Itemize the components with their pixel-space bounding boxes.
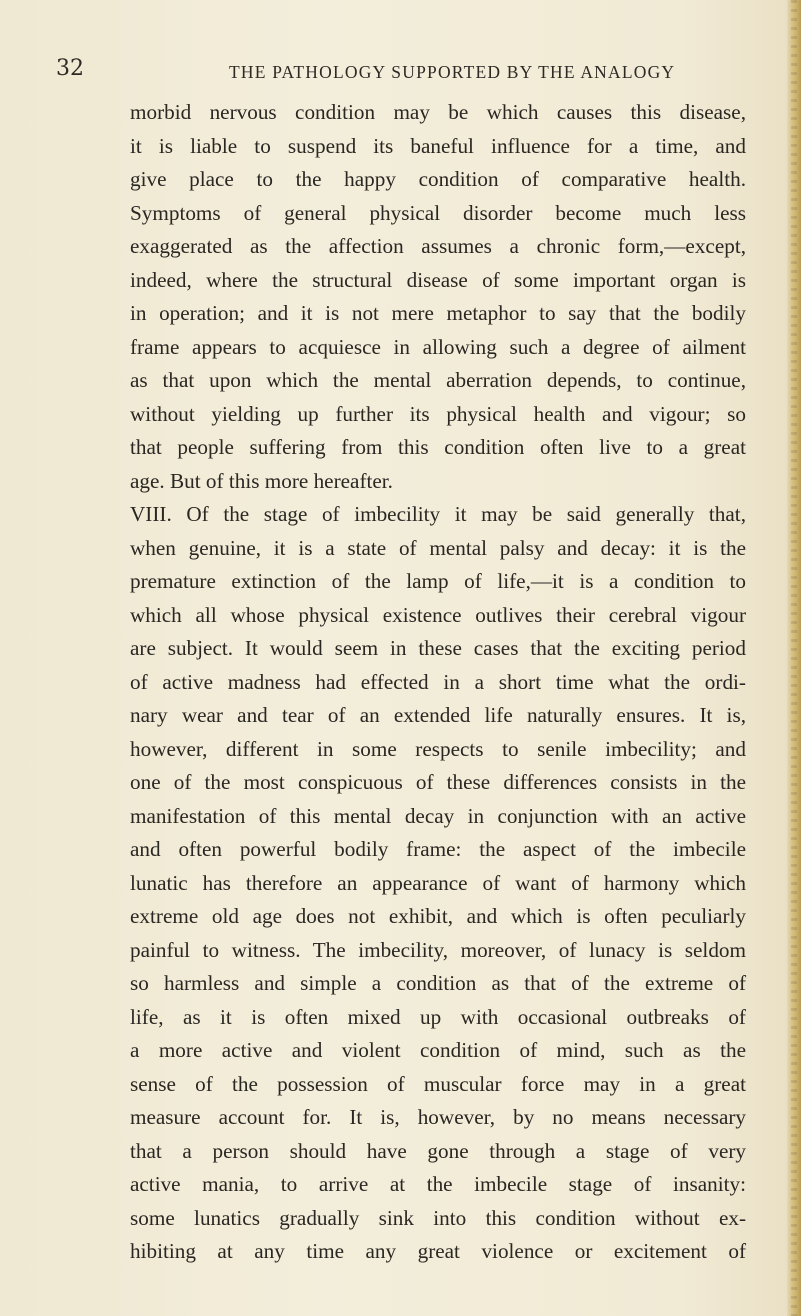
text-line: premature extinction of the lamp of life,—it is a condition to: [130, 569, 746, 593]
text-line: painful to witness. The imbecility, moreover, of lunacy is seldom: [130, 937, 746, 962]
text-line: lunatic has therefore an appearance of want of harmony which: [130, 870, 746, 895]
text-line: active mania, to arrive at the imbecile stage of insanity:: [130, 1172, 746, 1196]
text-line: frame appears to acquiesce in allowing such a degree of ailment: [130, 334, 746, 359]
text-line: in operation; and it is not mere metaphor to say that the bodily: [130, 301, 746, 325]
text-line: measure account for. It is, however, by no means necessary: [130, 1105, 746, 1129]
text-line: which all whose physical existence outlives their cerebral vigour: [130, 602, 746, 627]
text-line: give place to the happy condition of comparative health.: [130, 167, 746, 191]
text-line: one of the most conspicuous of these differences consists in the: [130, 770, 746, 794]
page-header: [56, 56, 746, 90]
text-line: that people suffering from this condition often live to a great: [130, 435, 746, 459]
page-edge-texture: [791, 0, 797, 1316]
text-line: indeed, where the structural disease of some important organ is: [130, 267, 746, 292]
text-line: manifestation of this mental decay in conjunction with an active: [130, 803, 746, 828]
text-line: extreme old age does not exhibit, and which is often peculiarly: [130, 904, 746, 928]
text-line: so harmless and simple a condition as that of the extreme of: [130, 971, 746, 995]
page-edge: [787, 0, 801, 1316]
text-line: it is liable to suspend its baneful influence for a time, and: [130, 133, 746, 158]
text-line: without yielding up further its physical health and vigour; so: [130, 401, 746, 426]
text-line: however, different in some respects to senile imbecility; and: [130, 736, 746, 761]
text-line: and often powerful bodily frame: the aspect of the imbecile: [130, 837, 746, 861]
page-number: 32: [56, 56, 84, 81]
text-line: VIII. Of the stage of imbecility it may be said generally that,: [130, 502, 746, 526]
text-line: Symptoms of general physical disorder become much less: [130, 200, 746, 225]
text-line: sense of the possession of muscular force may in a great: [130, 1071, 746, 1096]
text-line: as that upon which the mental aberration depends, to continue,: [130, 368, 746, 392]
text-line: some lunatics gradually sink into this condition without ex-: [130, 1205, 746, 1230]
text-line: morbid nervous condition may be which causes this disease,: [130, 100, 746, 124]
text-line: exaggerated as the affection assumes a chronic form,—except,: [130, 234, 746, 258]
text-line: are subject. It would seem in these cases that the exciting period: [130, 636, 746, 660]
text-line: nary wear and tear of an extended life naturally ensures. It is,: [130, 703, 746, 727]
text-line: a more active and violent condition of mind, such as the: [130, 1038, 746, 1062]
text-line: that a person should have gone through a stage of very: [130, 1138, 746, 1163]
text-line: hibiting at any time any great violence or excitement of: [130, 1239, 746, 1263]
running-head: THE PATHOLOGY SUPPORTED BY THE ANALOGY: [229, 62, 676, 82]
text-line: life, as it is often mixed up with occasional outbreaks of: [130, 1004, 746, 1029]
text-line: age. But of this more hereafter.: [130, 468, 393, 493]
text-line: when genuine, it is a state of mental palsy and decay: it is the: [130, 535, 746, 560]
text-line: of active madness had effected in a short time what the ordi-: [130, 669, 746, 694]
body-text: [130, 96, 746, 1269]
